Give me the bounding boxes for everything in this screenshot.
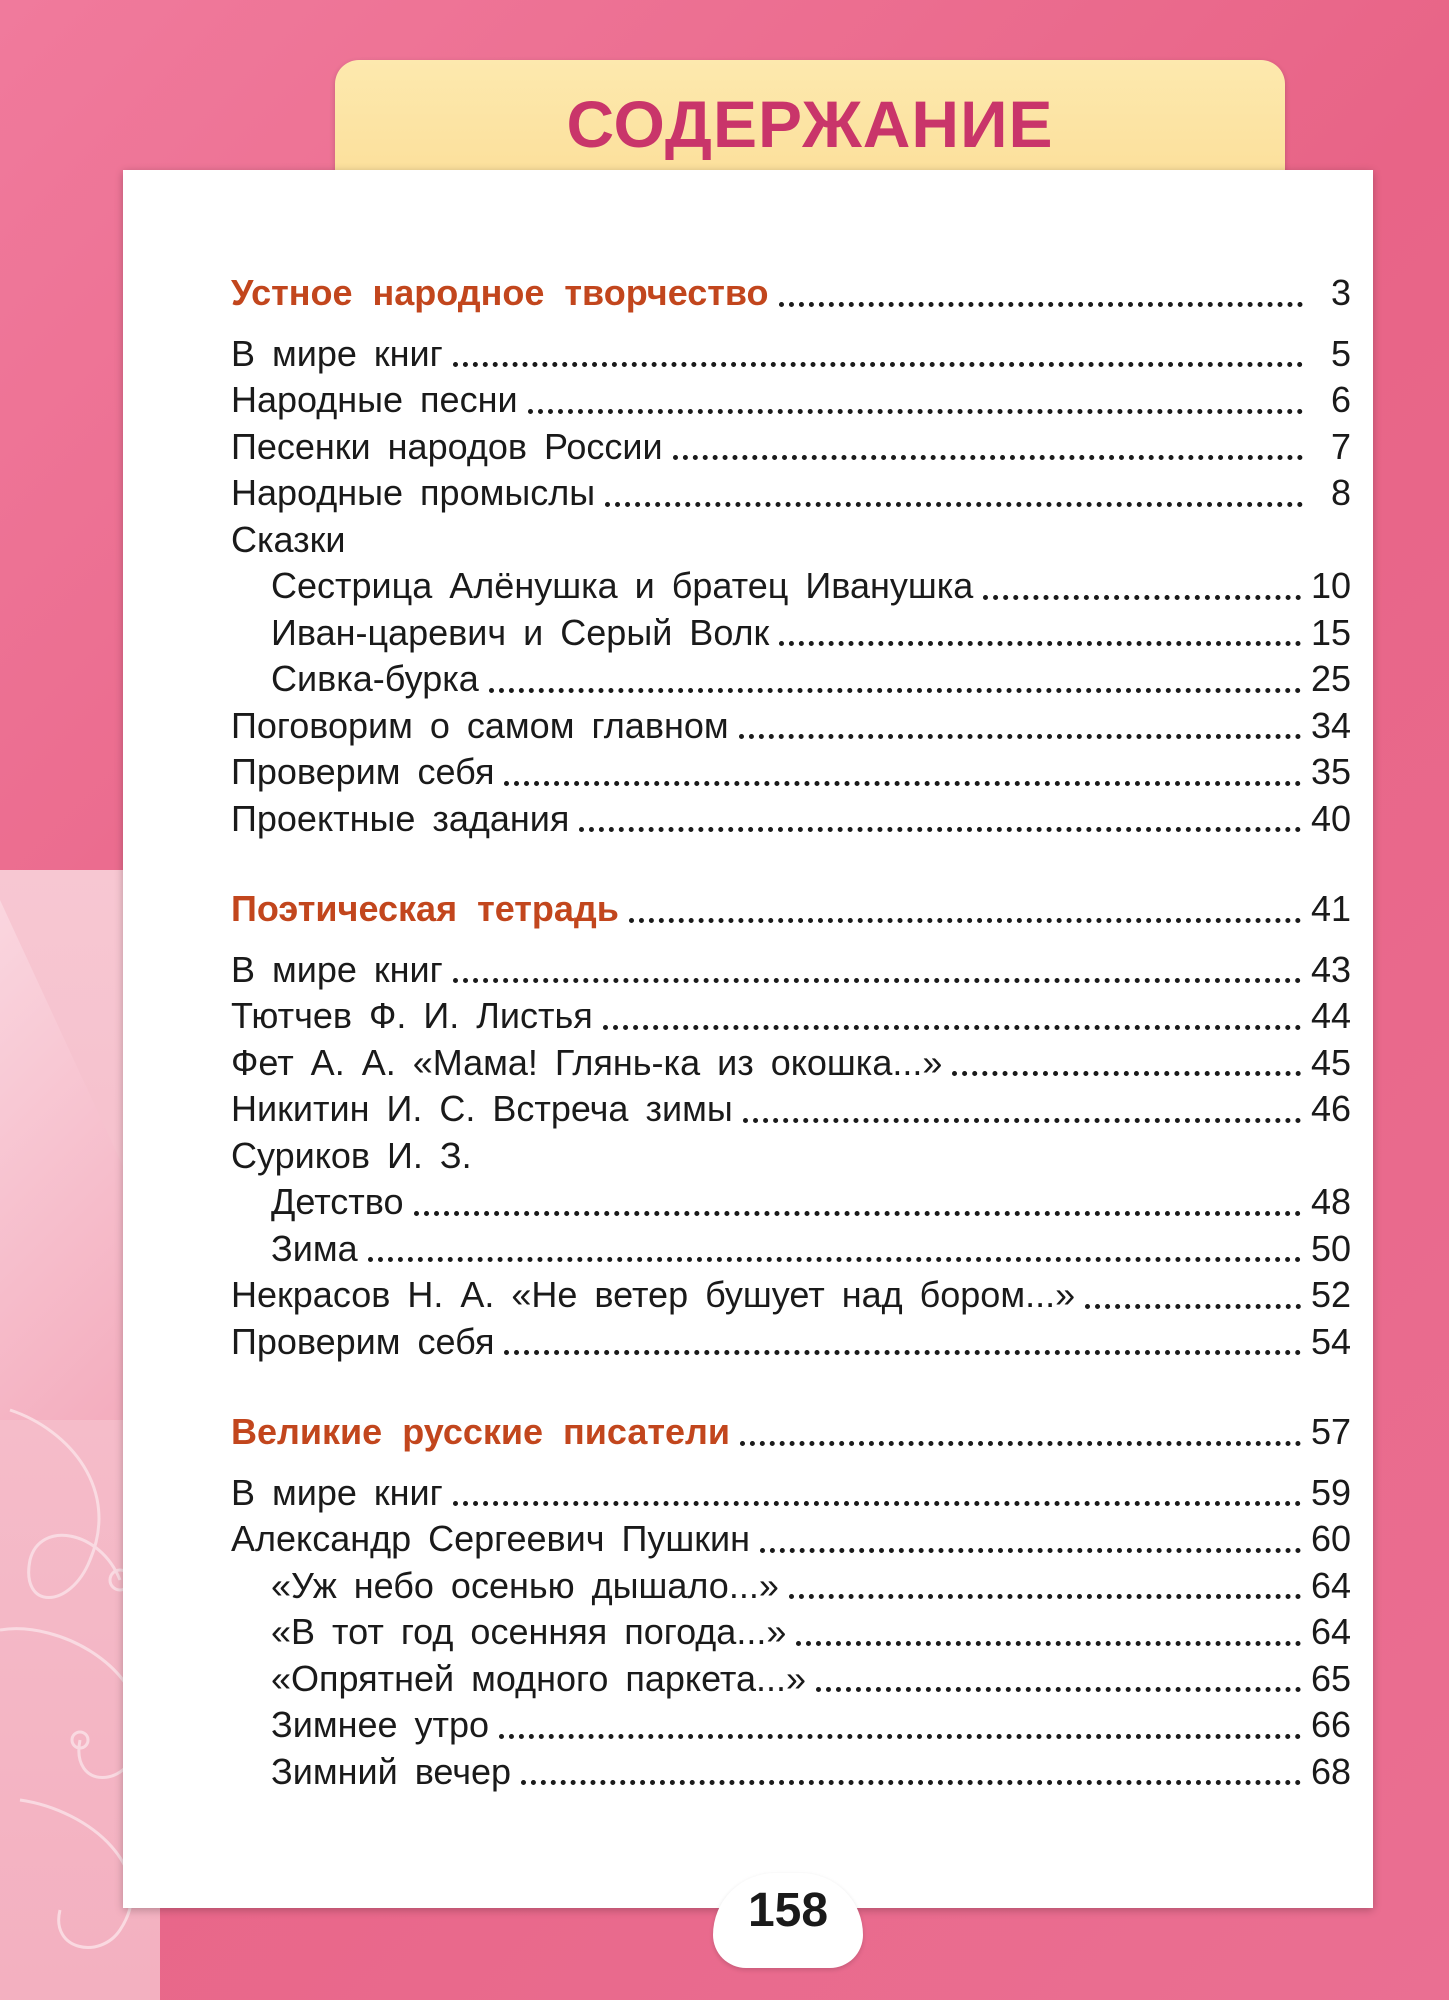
page-ref: 35 <box>1310 751 1351 792</box>
page-ref: 41 <box>1310 888 1351 929</box>
page-ref: 54 <box>1310 1320 1351 1362</box>
entry-title: Зима <box>271 1227 358 1269</box>
page-ref: 64 <box>1310 1611 1351 1652</box>
dot-leader <box>414 1211 1301 1216</box>
dot-leader <box>453 362 1303 367</box>
dot-leader <box>1085 1304 1301 1309</box>
page-ref: 68 <box>1310 1750 1351 1792</box>
toc-entry <box>231 1226 1351 1273</box>
dot-leader <box>453 1501 1301 1506</box>
dot-leader <box>499 1734 1301 1739</box>
page-ref: 5 <box>1330 332 1351 374</box>
page-ref: 50 <box>1310 1227 1351 1269</box>
entry-title: В мире книг <box>231 948 443 990</box>
entry-title: «Опрятней модного паркета...» <box>271 1657 807 1699</box>
entry-title: Проверим себя <box>231 1320 495 1362</box>
toc-entry <box>231 331 1351 378</box>
entry-title: Сивка-бурка <box>271 658 479 699</box>
page-number: 158 <box>747 1884 829 1937</box>
entry-title: Никитин И. С. Встреча зимы <box>231 1088 733 1129</box>
entry-title: В мире книг <box>231 1471 443 1513</box>
page-ref: 25 <box>1310 658 1351 699</box>
dot-leader <box>740 1441 1301 1446</box>
entry-title: Проверим себя <box>231 751 495 792</box>
toc-section-heading <box>231 886 1351 933</box>
toc-entry <box>231 749 1351 796</box>
entry-title: Проектные задания <box>231 797 570 839</box>
spacer <box>231 1365 1351 1409</box>
toc-entry <box>231 703 1351 750</box>
dot-leader <box>789 1594 1301 1599</box>
page-ref: 8 <box>1330 472 1351 513</box>
page-ref: 59 <box>1310 1471 1351 1513</box>
toc-entry <box>231 656 1351 703</box>
toc-entry <box>231 1609 1351 1656</box>
entry-title: Тютчев Ф. И. Листья <box>231 995 593 1036</box>
spacer <box>231 1456 1351 1470</box>
entry-title: Детство <box>271 1181 404 1222</box>
toc-entry <box>231 1702 1351 1749</box>
entry-title: Суриков И. З. <box>231 1134 472 1176</box>
section-title: Устное народное творчество <box>231 272 769 313</box>
entry-title: Песенки народов России <box>231 425 663 467</box>
page-ref: 60 <box>1310 1518 1351 1559</box>
toc-entry <box>231 1749 1351 1796</box>
entry-title: Зимний вечер <box>271 1750 512 1792</box>
dot-leader <box>603 1025 1301 1030</box>
dot-leader <box>779 641 1301 646</box>
dot-leader <box>528 409 1303 414</box>
dot-leader <box>368 1257 1301 1262</box>
spacer <box>231 842 1351 886</box>
toc-entry <box>231 1272 1351 1319</box>
toc-entry <box>231 796 1351 843</box>
page-number-badge <box>713 1873 863 1968</box>
page-ref: 65 <box>1310 1657 1351 1699</box>
contents-sheet <box>123 170 1373 1908</box>
dot-leader <box>739 734 1301 739</box>
page-ref: 44 <box>1310 995 1351 1036</box>
toc-entry <box>231 610 1351 657</box>
dot-leader <box>579 827 1301 832</box>
dot-leader <box>504 781 1300 786</box>
entry-title: Сказки <box>231 518 346 560</box>
entry-title: «В тот год осенняя погода...» <box>271 1611 787 1652</box>
page-ref: 52 <box>1310 1274 1351 1315</box>
toc-group-label <box>231 1133 1351 1180</box>
dot-leader <box>489 688 1301 693</box>
section-title: Поэтическая тетрадь <box>231 888 619 929</box>
page-ref: 48 <box>1310 1181 1351 1222</box>
entry-title: Фет А. А. «Мама! Глянь-ка из окошка...» <box>231 1041 943 1083</box>
dot-leader <box>952 1071 1301 1076</box>
entry-title: «Уж небо осенью дышало...» <box>271 1564 779 1606</box>
spacer <box>231 317 1351 331</box>
entry-title: Иван-царевич и Серый Волк <box>271 611 770 653</box>
dot-leader <box>796 1641 1301 1646</box>
toc-entry <box>231 1563 1351 1610</box>
page-ref: 6 <box>1330 379 1351 420</box>
entry-title: Зимнее утро <box>271 1704 490 1745</box>
dot-leader <box>605 502 1303 507</box>
dot-leader <box>629 918 1301 923</box>
entry-title: Александр Сергеевич Пушкин <box>231 1518 751 1559</box>
section-title: Великие русские писатели <box>231 1411 731 1452</box>
entry-title: Поговорим о самом главном <box>231 704 729 746</box>
toc-entry <box>231 1179 1351 1226</box>
toc-group-label <box>231 517 1351 564</box>
page-ref: 64 <box>1310 1564 1351 1606</box>
dot-leader <box>673 455 1303 460</box>
entry-title: Сестрица Алёнушка и братец Иванушка <box>271 565 974 606</box>
toc-entry <box>231 563 1351 610</box>
page-ref: 10 <box>1310 565 1351 606</box>
dot-leader <box>760 1548 1301 1553</box>
page-ref: 45 <box>1310 1041 1351 1083</box>
toc-entry <box>231 1040 1351 1087</box>
toc-section-heading <box>231 1409 1351 1456</box>
page-ref: 46 <box>1310 1088 1351 1129</box>
entry-title: Народные промыслы <box>231 472 596 513</box>
page-ref: 7 <box>1330 425 1351 467</box>
page-ref: 66 <box>1310 1704 1351 1745</box>
spacer <box>231 933 1351 947</box>
toc-entry <box>231 1086 1351 1133</box>
page-ref: 34 <box>1310 704 1351 746</box>
page-ref: 57 <box>1310 1411 1351 1452</box>
page-ref: 3 <box>1330 272 1351 313</box>
toc-entry <box>231 1319 1351 1366</box>
toc-entry <box>231 377 1351 424</box>
toc-entry <box>231 424 1351 471</box>
entry-title: Некрасов Н. А. «Не ветер бушует над бором...» <box>231 1274 1076 1315</box>
dot-leader <box>743 1118 1301 1123</box>
toc-entry <box>231 1656 1351 1703</box>
dot-leader <box>816 1687 1301 1692</box>
page-ref: 43 <box>1310 948 1351 990</box>
dot-leader <box>453 978 1301 983</box>
dot-leader <box>779 302 1303 307</box>
entry-title: Народные песни <box>231 379 518 420</box>
dot-leader <box>983 595 1301 600</box>
entry-title: В мире книг <box>231 332 443 374</box>
page-title: СОДЕРЖАНИЕ <box>566 87 1054 161</box>
toc-entry <box>231 1470 1351 1517</box>
toc-section-heading <box>231 270 1351 317</box>
page-ref: 40 <box>1310 797 1351 839</box>
toc-entry <box>231 993 1351 1040</box>
dot-leader <box>504 1350 1300 1355</box>
toc-entry <box>231 1516 1351 1563</box>
page-ref: 15 <box>1310 611 1351 653</box>
dot-leader <box>521 1780 1301 1785</box>
toc-entry <box>231 947 1351 994</box>
table-of-contents <box>231 270 1351 1795</box>
toc-entry <box>231 470 1351 517</box>
